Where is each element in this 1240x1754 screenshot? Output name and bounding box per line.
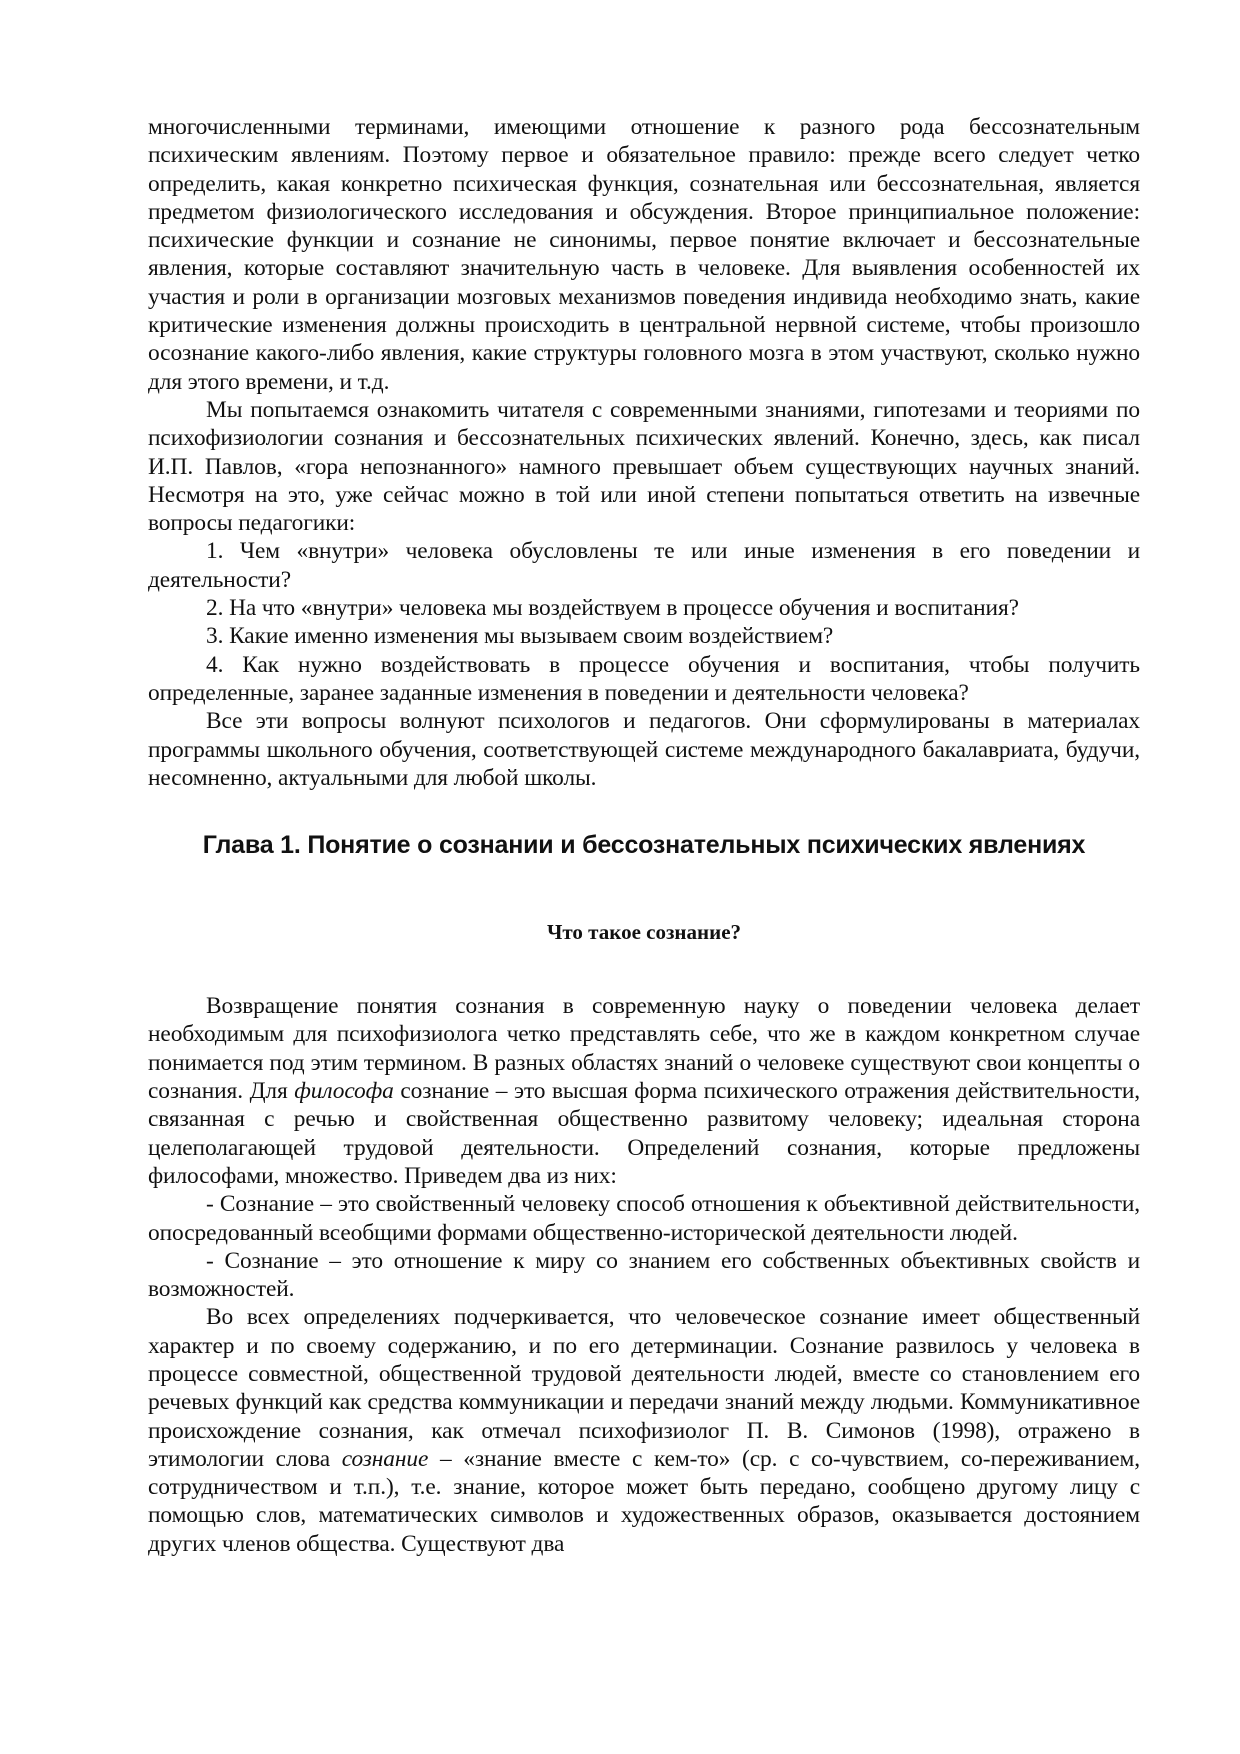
intro-paragraph-2: Мы попытаемся ознакомить читателя с современными знаниями, гипотезами и теориями по психофизиологии сознания и бессознательных психических явлений. Конечно, здесь, как писал И.П. Павлов, «гора непознанного» намного превышает объем существующих научных знаний. Несмотря на это, уже сейчас можно в той или иной степени попытаться ответить на извечные вопросы педагогики: (148, 396, 1140, 537)
intro-paragraph-1: многочисленными терминами, имеющими отношение к разного рода бессознательным психическим явлениям. Поэтому первое и обязательное правило: прежде всего следует четко определить, какая конкретно психическая функция, сознательная или бессознательная, является предметом физиологического исследования и обсуждения. Второе принципиальное положение: психические функции и сознание не синонимы, первое понятие включает и бессознательные явления, которые составляют значительную часть в человеке. Для выявления особенностей их участия и роли в организации мозговых механизмов поведения индивида необходимо знать, какие критические изменения должны происходить в центральной нервной системе, чтобы произошло осознание какого-либо явления, какие структуры головного мозга в этом участвуют, сколько нужно для этого времени, и т.д. (148, 114, 1140, 395)
section-paragraph-2 (148, 1303, 1140, 1558)
question-4: 4. Как нужно воздействовать в процессе обучения и воспитания, чтобы получить определенные, заранее заданные изменения в поведении и деятельности человека? (148, 651, 1140, 706)
italic-term-philosopher: философа (294, 1078, 394, 1105)
question-1: 1. Чем «внутри» человека обусловлены те или иные изменения в его поведении и деятельности? (148, 538, 1140, 593)
section-paragraph-1 (148, 992, 1140, 1190)
section-paragraph-2-text-b: – «знание вместе с кем-то» (ср. с со-чувствием, со-переживанием, сотрудничеством и т.п.), т.е. знание, которое может быть передано, сообщено другому лицу с помощью слов, математических символов и художественных образов, оказывается достоянием других членов общества. Существуют два (148, 1445, 1140, 1557)
section-paragraph-2-text-a: Во всех определениях подчеркивается, что человеческое сознание имеет общественный характер и по своему содержанию, и по его детерминации. Сознание развилось у человека в процессе совместной, общественной трудовой деятельности людей, вместе со становлением его речевых функций как средства коммуникации и передачи знаний между людьми. Коммуникативное происхождение сознания, как отмечал психофизиолог П. В. Симонов (1998), отражено в этимологии слова (148, 1304, 1140, 1472)
document-page (148, 113, 1140, 1558)
italic-term-consciousness: сознание (341, 1445, 429, 1472)
definition-1: - Сознание – это свойственный человеку способ отношения к объективной действительности, опосредованный всеобщими формами общественно-исторической деятельности людей. (148, 1191, 1140, 1246)
definition-2: - Сознание – это отношение к миру со знанием его собственных объективных свойств и возможностей. (148, 1247, 1140, 1303)
section-title: Что такое сознание? (546, 920, 742, 945)
chapter-title: Глава 1. Понятие о сознании и бессознательных психических явлениях (202, 831, 1086, 860)
question-2: 2. На что «внутри» человека мы воздействуем в процессе обучения и воспитания? (206, 595, 1019, 622)
section-paragraph-1-text-b: сознание – это высшая форма психического отражения действительности, связанная с речью и свойственная общественно развитому человеку; идеальная сторона целеполагающей трудовой деятельности. Определений сознания, которые предложены философами, множество. Приведем два из них: (148, 1078, 1140, 1189)
closing-paragraph: Все эти вопросы волнуют психологов и педагогов. Они сформулированы в материалах программы школьного обучения, соответствующей системе международного бакалавриата, будучи, несомненно, актуальными для любой школы. (148, 708, 1140, 791)
question-3: 3. Какие именно изменения мы вызываем своим воздействием? (206, 623, 834, 650)
section-paragraph-1-text-a: Возвращение понятия сознания в современную науку о поведении человека делает необходимым для психофизиолога четко представлять себе, что же в каждом конкретном случае понимается под этим термином. В разных областях знаний о человеке существуют свои концепты о сознания. Для (148, 993, 1140, 1105)
